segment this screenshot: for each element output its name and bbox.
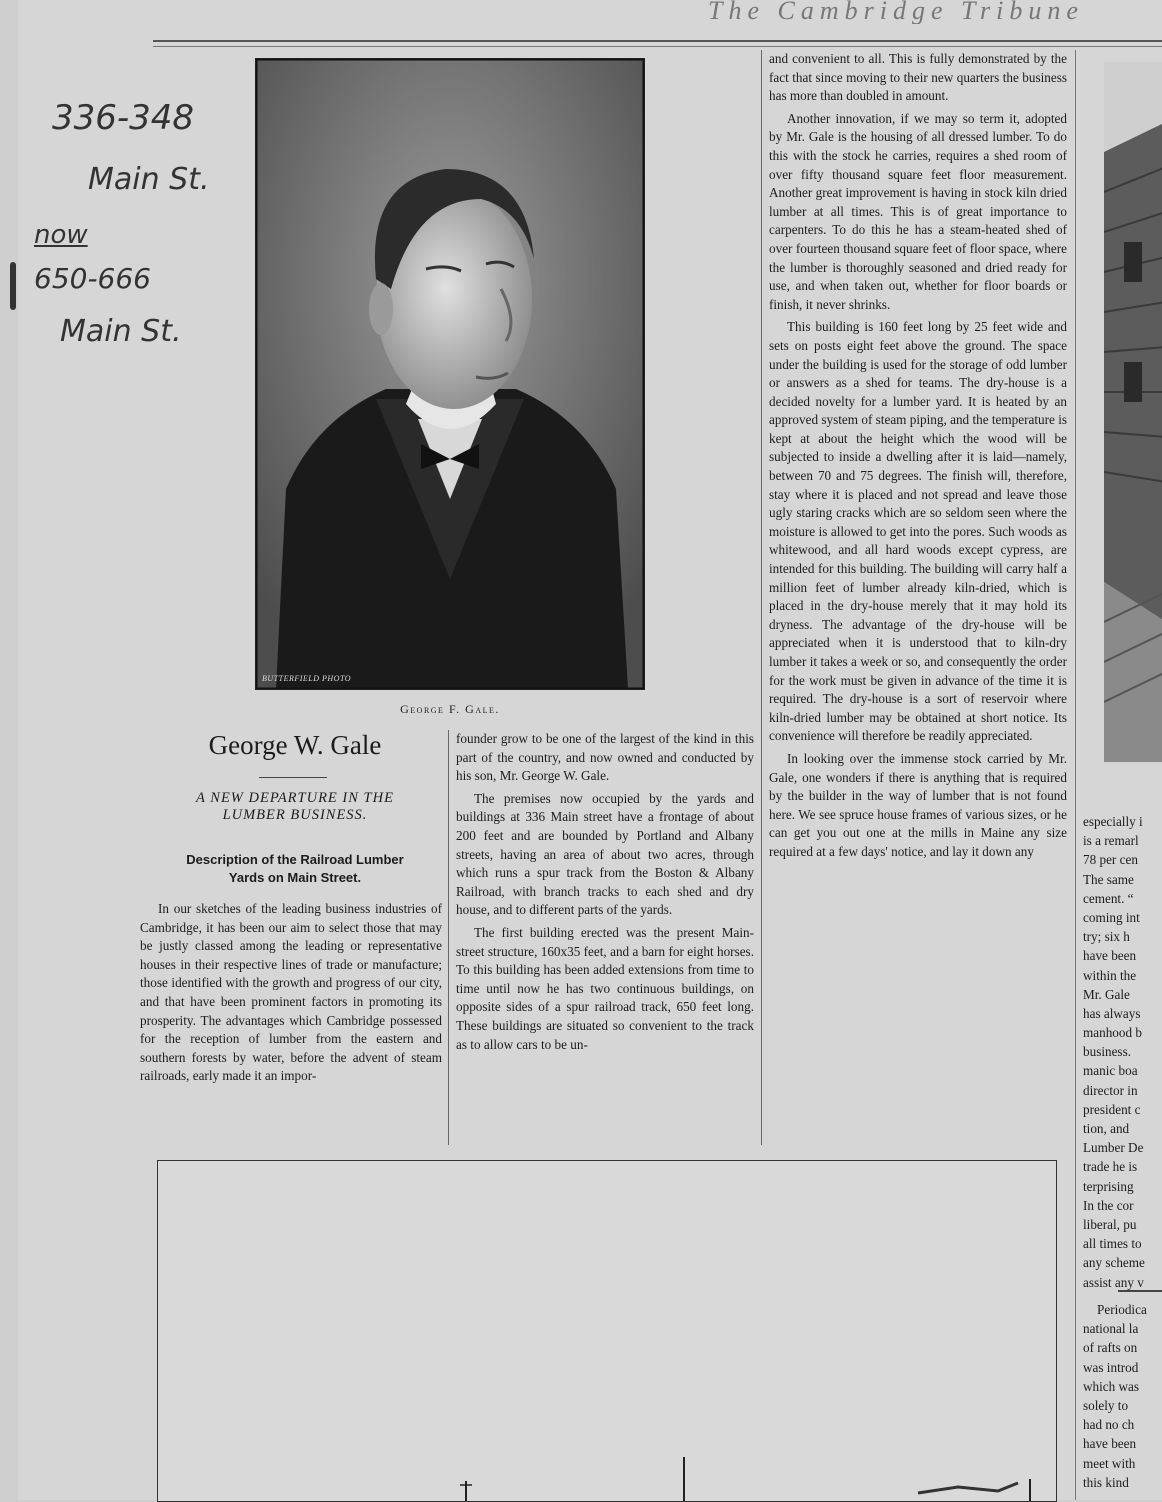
photo-credit: BUTTERFIELD PHOTO xyxy=(262,674,352,683)
text-line: any scheme xyxy=(1083,1255,1145,1271)
text-line: tion, and xyxy=(1083,1121,1130,1136)
text-line: this kind xyxy=(1083,1474,1129,1490)
paragraph: Another innovation, if we may so term it, adopted by Mr. Gale is the housing of all dressed lumber. To do this with the stock he carries, requires a shed room of over fifty thousand square feet floor measurement. Another great improvement is having in stock kiln dried lumber at all times. This is of great importance to carpenters. To do this he has a steam-heated shed of over fourteen thousand square feet of floor space, where the lumber is thoroughly seasoned and dried ready for use, and when taken out, whether for floor boards or finish, it never shrinks. xyxy=(769,110,1067,312)
masthead: The Cambridge Tribune xyxy=(708,0,1084,24)
text-line: 78 per cen xyxy=(1083,852,1138,868)
text-line: president c xyxy=(1083,1101,1141,1117)
top-rule xyxy=(153,40,1162,42)
paragraph: In our sketches of the leading business industries of Cambridge, it has been our aim to select those that may be justly classed among the leading or representative houses in their respective lines of trade or manufacture; those identified with the growth and progress of our city, and that have been prominent factors in promoting its prosperity. The advantages which Cambridge possessed for the reception of lumber from the eastern and southern forests by water, before the advent of steam railroads, early made it an impor- xyxy=(140,901,442,1084)
lumber-yard-illustration xyxy=(158,1161,1056,1501)
handwritten-note-line-2: Main St. xyxy=(88,162,210,197)
text-line: liberal, pu xyxy=(1083,1216,1137,1232)
portrait-photo xyxy=(255,58,645,690)
text-line: within the xyxy=(1083,967,1137,983)
text-line: terprising xyxy=(1083,1178,1134,1194)
paragraph: In looking over the immense stock carried by Mr. Gale, one wonders if there is anything that is required by the builder in the way of lumber that is not found here. We see spruce house frames of various sizes, or he can get you out one at the mills in Maine any size required at a few days' notice, and lay it down any xyxy=(769,750,1067,859)
text-line: coming int xyxy=(1083,909,1140,925)
column-divider xyxy=(1075,50,1076,1500)
article-column-1 xyxy=(140,900,442,1148)
deck-line-2: Yards on Main Street. xyxy=(228,870,362,885)
column-divider xyxy=(448,730,449,1145)
paragraph: founder grow to be one of the largest of the kind in this part of the country, and now owned and conducted by his son, Mr. George W. Gale. xyxy=(456,731,754,784)
text-line: cement. “ xyxy=(1083,890,1134,906)
text-line: all times to xyxy=(1083,1236,1142,1252)
text-line: Lumber De xyxy=(1083,1140,1144,1156)
text-line: try; six h xyxy=(1083,929,1130,945)
top-rule-thin xyxy=(153,46,1162,47)
newspaper-page xyxy=(18,0,1162,1500)
paragraph: and convenient to all. This is fully demonstrated by the fact that since moving to their new quarters the business has more than doubled in amount. xyxy=(769,51,1067,104)
text-line: solely to xyxy=(1083,1397,1129,1413)
article-subhead xyxy=(140,790,450,824)
text-line: especially i xyxy=(1083,814,1143,829)
text-line: Periodica xyxy=(1097,1302,1147,1317)
text-line: has always xyxy=(1083,1005,1141,1021)
text-line: director in xyxy=(1083,1082,1138,1098)
subhead-line-2: LUMBER BUSINESS. xyxy=(222,807,368,823)
subhead-line-1: A NEW DEPARTURE IN THE xyxy=(196,790,394,806)
text-line: is a remarl xyxy=(1083,833,1139,849)
text-line: had no ch xyxy=(1083,1417,1135,1433)
building-illustration xyxy=(1104,62,1162,762)
handwritten-note-line-3: now xyxy=(34,220,88,250)
text-line: Mr. Gale xyxy=(1083,986,1130,1002)
handwritten-note-line-1: 336-348 xyxy=(52,98,195,138)
text-line: The same xyxy=(1083,871,1134,887)
article-column-3 xyxy=(769,50,1067,1148)
text-line: In the cor xyxy=(1083,1197,1134,1213)
article-deck xyxy=(140,851,450,887)
text-line: meet with xyxy=(1083,1455,1136,1471)
text-line: have been xyxy=(1083,1436,1137,1452)
text-line: national la xyxy=(1083,1321,1139,1337)
text-line: manic boa xyxy=(1083,1063,1138,1079)
section-rule xyxy=(1118,1290,1162,1292)
text-line: which was xyxy=(1083,1378,1140,1394)
lumber-yard-photo xyxy=(157,1160,1057,1502)
deck-line-1: Description of the Railroad Lumber xyxy=(186,852,404,867)
text-line: of rafts on xyxy=(1083,1340,1138,1356)
building-photo-partial xyxy=(1104,62,1162,762)
paragraph: The premises now occupied by the yards and buildings at 336 Main street have a frontage of about 200 feet and are bounded by Portland and Albany streets, having an area of about two acres, through which runs a spur track from the Boston & Albany Railroad, with branch tracks to each shed and dry house, and to different parts of the yards. xyxy=(456,790,754,918)
continued-column-fragment xyxy=(1083,812,1162,1292)
text-line: have been xyxy=(1083,948,1137,964)
headline-rule xyxy=(259,777,327,778)
continued-column-fragment-2 xyxy=(1083,1300,1162,1492)
handwritten-note-line-5: Main St. xyxy=(60,314,182,349)
handwritten-note-line-4: 650-666 xyxy=(34,262,151,295)
handwritten-bracket xyxy=(10,262,16,310)
column-divider xyxy=(761,50,762,1145)
portrait-caption: George F. Gale. xyxy=(400,702,500,716)
paragraph: The first building erected was the present Main-street structure, 160x35 feet, and a barn for eight horses. To this building has been added extensions from time to time until now he has two continuous buildings, on opposite sides of a spur railroad track, 650 feet long. These buildings are situated so convenient to the track as to allow cars to be un- xyxy=(456,924,754,1052)
text-line: assist any v xyxy=(1083,1274,1144,1290)
article-column-2 xyxy=(456,730,754,1148)
text-line: trade he is xyxy=(1083,1159,1138,1175)
article-headline: George W. Gale xyxy=(208,730,382,760)
text-line: business. xyxy=(1083,1044,1131,1060)
portrait-illustration xyxy=(256,59,644,689)
paragraph: This building is 160 feet long by 25 feet wide and sets on posts eight feet above the ground. The space under the building is used for the storage of odd lumber or answers as a shed for teams. The dry-house is a decided novelty for a lumber yard. It is heated by an approved system of steam piping, and the temperature is kept at about the height which the wood will be subjected to inside a dwelling after it is laid—namely, between 70 and 75 degrees. The finish will, therefore, stay where it is placed and not spread and leave those ugly staring cracks which are so seldom seen where the moisture is allowed to get into the pores. Such woods as whitewood, and all hard woods except cypress, are intended for this building. The building will carry half a million feet of lumber already kiln-dried, which is placed in the dry-house merely that it may hold its dryness. The advantage of the dry-house will be appreciated when it is understood that to kiln-dry lumber it takes a week or so, and consequently the order for the work must be given in advance of the time it is required. The dry-house is a sort of reservoir where kiln-dried lumber may be obtained at short notice. Its convenience will therefore be readily appreciated. xyxy=(769,319,1067,744)
text-line: manhood b xyxy=(1083,1025,1142,1041)
text-line: was introd xyxy=(1083,1359,1139,1375)
